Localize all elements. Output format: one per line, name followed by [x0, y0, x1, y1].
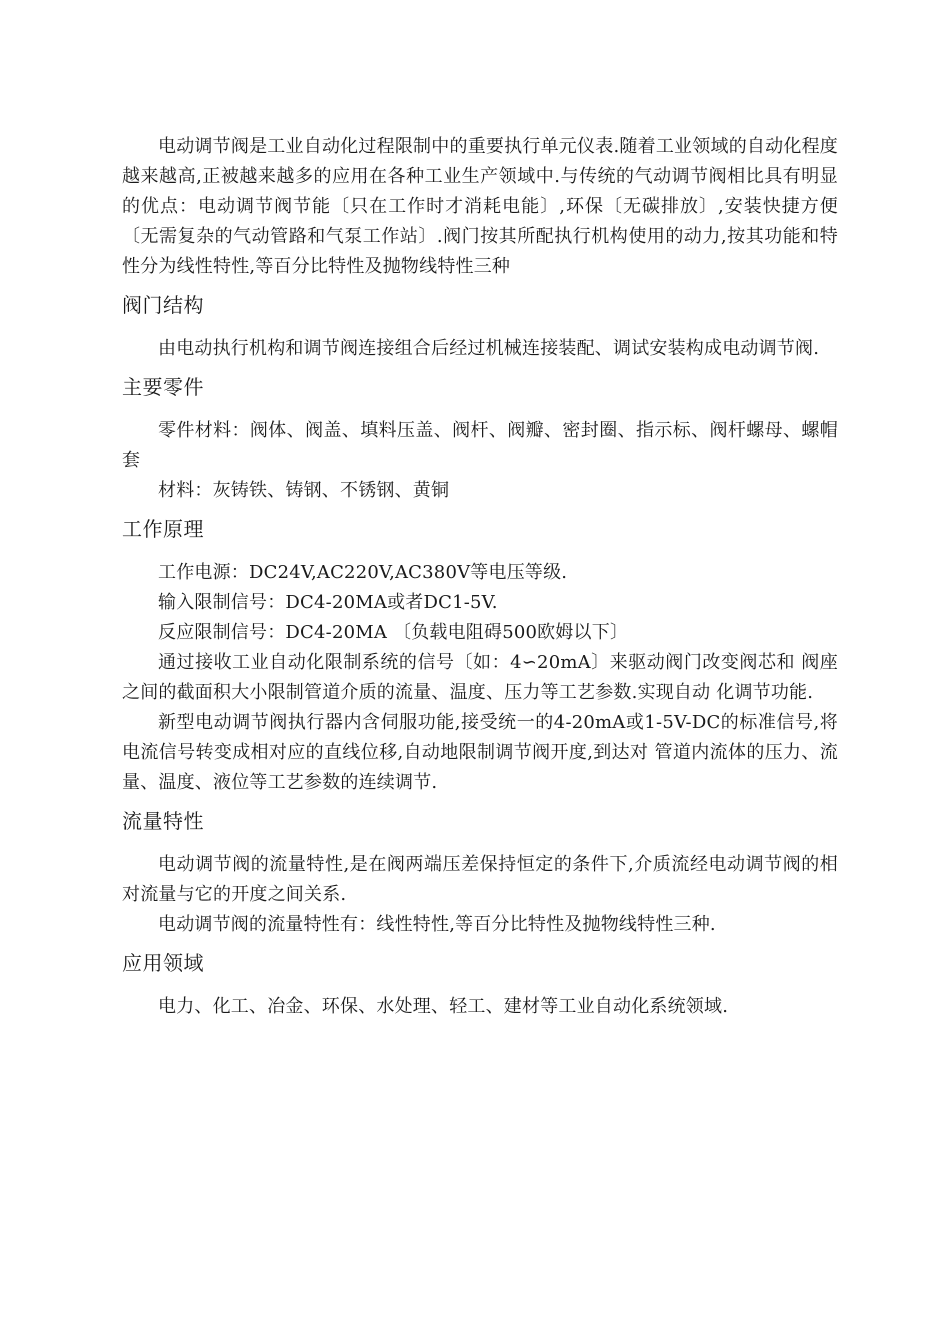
section-heading-structure: 阀门结构	[122, 293, 204, 317]
paragraph: 电动调节阀的流量特性,是在阀两端压差保持恒定的条件下,介质流经电动调节阀的相对流量与它的开度之间关系.	[122, 854, 838, 905]
paragraph: 新型电动调节阀执行器内含伺服功能,接受统一的4-20mA或1-5V-DC的标准信号,将电流信号转变成相对应的直线位移,自动地限制调节阀开度,到达对 管道内流体的压力、流量、温度、液位等工艺参数的连续调节.	[122, 712, 838, 793]
paragraph: 由电动执行机构和调节阀连接组合后经过机械连接装配、调试安装构成电动调节阀.	[158, 338, 820, 359]
paragraph: 材料：灰铸铁、铸钢、不锈钢、黄铜	[158, 480, 450, 501]
paragraph: 通过接收工业自动化限制系统的信号〔如：4∽20mA〕来驱动阀门改变阀芯和 阀座之间的截面积大小限制管道介质的流量、温度、压力等工艺参数.实现自动 化调节功能.	[122, 652, 838, 703]
section-heading-parts: 主要零件	[122, 375, 204, 399]
paragraph: 工作电源：DC24V,AC220V,AC380V等电压等级.	[158, 562, 568, 583]
paragraph: 输入限制信号：DC4-20MA或者DC1-5V.	[158, 592, 498, 613]
paragraph: 电力、化工、冶金、环保、水处理、轻工、建材等工业自动化系统领域.	[158, 996, 729, 1017]
section-heading-applications: 应用领域	[122, 951, 204, 975]
paragraph: 电动调节阀的流量特性有：线性特性,等百分比特性及抛物线特性三种.	[158, 914, 716, 935]
section-heading-principle: 工作原理	[122, 517, 204, 541]
paragraph: 零件材料：阀体、阀盖、填料压盖、阀杆、阀瓣、密封圈、指示标、阀杆螺母、螺帽套	[122, 420, 838, 471]
document-body	[122, 132, 838, 1022]
section-heading-flow: 流量特性	[122, 809, 204, 833]
paragraph: 反应限制信号：DC4-20MA 〔负载电阻碍500欧姆以下〕	[158, 622, 629, 643]
intro-paragraph: 电动调节阀是工业自动化过程限制中的重要执行单元仪表.随着工业领域的自动化程度越来越高,正被越来越多的应用在各种工业生产领域中.与传统的气动调节阀相比具有明显的优点：电动调节阀节能〔只在工作时才消耗电能〕,环保〔无碳排放〕,安装快捷方便〔无需复杂的气动管路和气泵工作站〕.阀门按其所配执行机构使用的动力,按其功能和特性分为线性特性,等百分比特性及抛物线特性三种	[122, 136, 838, 277]
